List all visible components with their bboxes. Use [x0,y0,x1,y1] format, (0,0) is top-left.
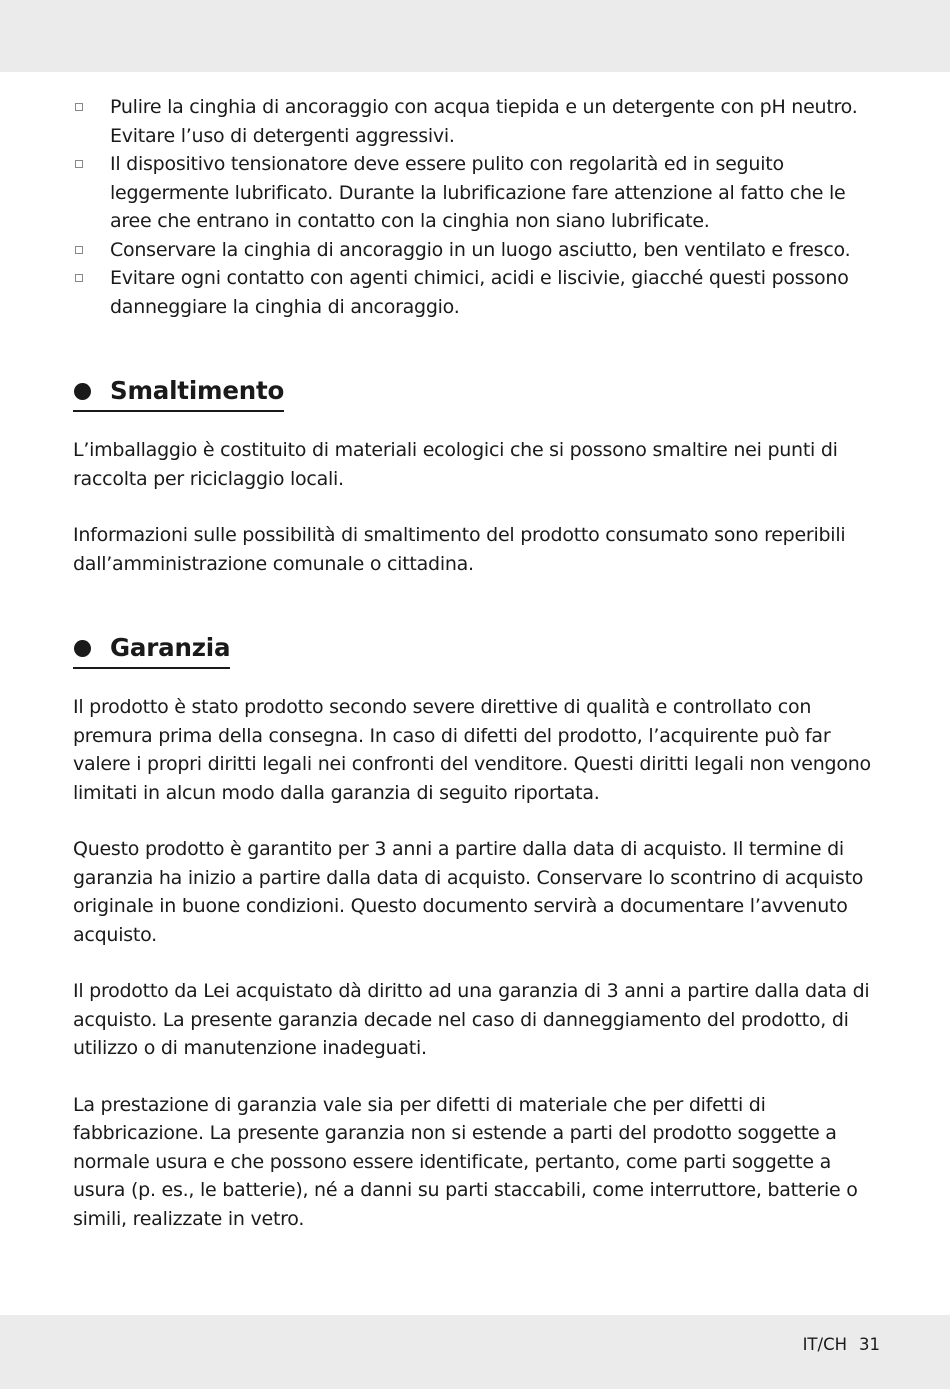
header-band [0,0,950,72]
checkbox-bullet-icon [75,246,83,254]
section-title: Garanzia [110,633,231,662]
section-heading-garanzia [73,632,230,669]
list-item [73,236,883,265]
paragraph: Il prodotto è stato prodotto secondo severe direttive di qualità e controllato con premura prima della consegna. In caso di difetti del prodotto, l’acquirente può far valere i propri diritti legali nei confronti del venditore. Questi diritti legali non vengono limitati in alcun modo dalla garanzia di seguito riportata. [73,696,871,804]
list-item [73,264,883,321]
list-item-text: Il dispositivo tensionatore deve essere pulito con regolarità ed in seguito leggermente lubrificato. Durante la lubrificazione fare attenzione al fatto che le aree che entrano in contatto con la cinghia non siano lubrificate. [110,153,846,232]
filled-circle-icon [74,383,91,400]
filled-circle-icon [74,640,91,657]
locale-label: IT/CH [802,1335,847,1354]
checkbox-bullet-icon [75,274,83,282]
paragraph: Il prodotto da Lei acquistato dà diritto ad una garanzia di 3 anni a partire dalla data di acquisto. La presente garanzia decade nel caso di danneggiamento del prodotto, di utilizzo o di manutenzione inadeguati. [73,980,870,1059]
list-item-text: Pulire la cinghia di ancoraggio con acqua tiepida e un detergente con pH neutro. Evitare l’uso di detergenti aggressivi. [110,96,858,147]
section-heading-smaltimento [73,375,284,412]
list-item [73,93,883,150]
paragraph: Questo prodotto è garantito per 3 anni a partire dalla data di acquisto. Il termine di garanzia ha inizio a partire dalla data di acquisto. Conservare lo scontrino di acquisto originale in buone condizioni. Questo documento servirà a documentare l’avvenuto acquisto. [73,838,864,946]
checkbox-bullet-icon [75,160,83,168]
list-item-text: Evitare ogni contatto con agenti chimici, acidi e liscivie, giacché questi possono danneggiare la cinghia di ancoraggio. [110,267,849,318]
paragraph: La prestazione di garanzia vale sia per difetti di materiale che per difetti di fabbricazione. La presente garanzia non si estende a parti del prodotto soggette a normale usura e che possono essere identificate, pertanto, come parti soggette a usura (p. es., le batterie), né a danni su parti staccabili, come interruttore, batterie o simili, realizzate in vetro. [73,1093,858,1230]
page-content [73,93,883,1233]
care-instructions-list [73,93,883,321]
checkbox-bullet-icon [75,103,83,111]
list-item [73,150,883,236]
section-title: Smaltimento [110,376,285,405]
list-item-text: Conservare la cinghia di ancoraggio in un luogo asciutto, ben ventilato e fresco. [110,238,851,261]
paragraph: L’imballaggio è costituito di materiali ecologici che si possono smaltire nei punti di raccolta per riciclaggio locali. [73,439,838,490]
page-number: 31 [859,1335,880,1354]
page-footer [803,1335,880,1354]
paragraph: Informazioni sulle possibilità di smaltimento del prodotto consumato sono reperibili dall’amministrazione comunale o cittadina. [73,524,846,575]
